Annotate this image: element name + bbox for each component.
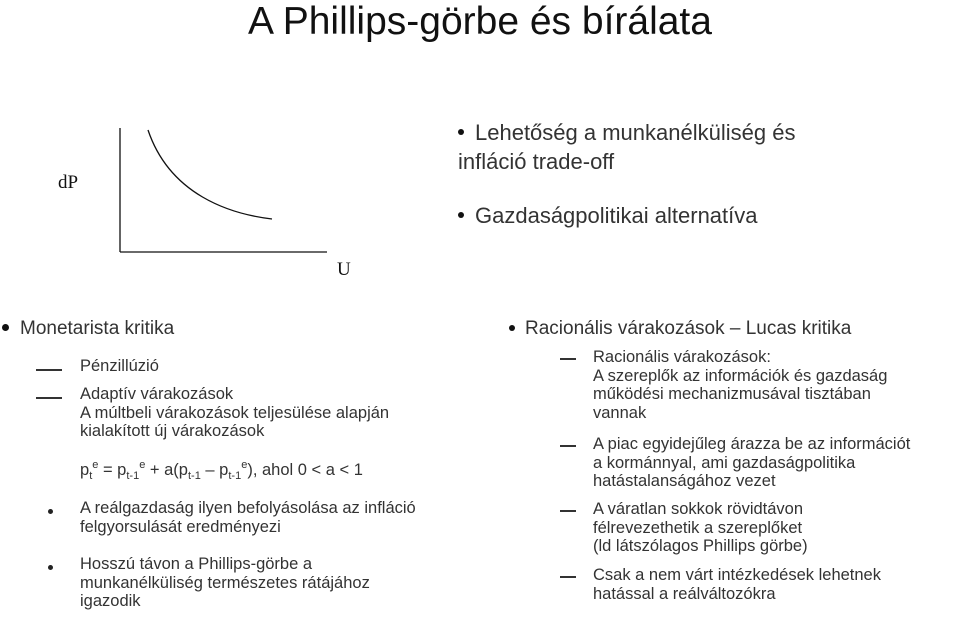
left-dash-line: kialakított új várakozások — [80, 422, 265, 440]
dash-marker — [36, 397, 62, 399]
left-dash-line: A múltbeli várakozások teljesülése alapján — [80, 403, 390, 422]
dash-marker — [560, 358, 576, 360]
bullet-dot — [48, 509, 53, 514]
right-dash-line: Csak a nem várt intézkedések lehetnek — [593, 566, 881, 584]
left-bullet-line: igazodik — [80, 592, 141, 610]
right-dash-line: vannak — [593, 403, 647, 422]
left-bullet-line: munkanélküliség természetes rátájához — [80, 573, 370, 592]
left-bullet-item — [80, 499, 416, 536]
left-heading-text: Monetarista kritika — [20, 318, 175, 339]
left-heading — [0, 318, 174, 340]
left-dash-line: Adaptív várakozások — [80, 385, 234, 403]
left-bullet-item — [80, 555, 370, 611]
left-dash-item: Pénzillúzió — [80, 357, 159, 375]
right-dash-line: A váratlan sokkok rövidtávon — [593, 500, 804, 518]
left-dash-item — [80, 385, 389, 441]
right-dash-line: hatástalanságához vezet — [593, 472, 776, 490]
left-bullet-line: A reálgazdaság ilyen befolyásolása az infláció — [80, 499, 416, 517]
dash-marker — [560, 510, 576, 512]
right-dash-line: félrevezethetik a szereplőket — [593, 518, 803, 537]
right-heading-text: Racionális várakozások – Lucas kritika — [525, 318, 852, 339]
right-dash-line: működési mechanizmusával tisztában — [593, 385, 871, 403]
right-dash-item — [593, 500, 808, 556]
bullet-dot — [458, 129, 464, 135]
page-title: A Phillips-görbe és bírálata — [248, 0, 712, 43]
bullet-dot — [509, 325, 515, 331]
dash-marker — [36, 369, 62, 371]
right-heading — [509, 318, 851, 340]
left-bullet-line: Hosszú távon a Phillips-görbe a — [80, 555, 313, 573]
y-axis-label: dP — [58, 172, 79, 193]
right-dash-line: A szereplők az információk és gazdaság — [593, 366, 888, 385]
right-dash-line: A piac egyidejűleg árazza be az információt — [593, 435, 911, 453]
adaptive-expectations-formula: $p_t^e = p_{t-1}^e + a(p_{t-1} - p_{t-1}^e)$, ahol 0 < a < 1 — [80, 459, 363, 482]
top-bullet-trade-off — [458, 118, 795, 176]
top-bullet-line: infláció trade-off — [458, 149, 615, 174]
top-bullet-line: Lehetőség a munkanélküliség és — [475, 120, 796, 145]
right-dash-line: a kormánnyal, ami gazdaságpolitika — [593, 453, 856, 472]
dash-marker — [560, 576, 576, 578]
bullet-dot — [458, 212, 464, 218]
bullet-dot — [48, 565, 53, 570]
right-dash-line: Racionális várakozások: — [593, 348, 771, 366]
right-dash-item — [593, 566, 881, 603]
x-axis-label: U — [337, 259, 351, 280]
phillips-curve — [148, 130, 272, 219]
top-bullet-line: Gazdaságpolitikai alternatíva — [475, 203, 758, 228]
top-bullet-alternative — [458, 201, 758, 230]
right-dash-item — [593, 348, 887, 422]
right-dash-item — [593, 435, 910, 491]
bullet-dot — [2, 324, 9, 331]
dash-marker — [560, 445, 576, 447]
right-dash-line: hatással a reálváltozókra — [593, 584, 776, 603]
right-dash-line: (ld látszólagos Phillips görbe) — [593, 537, 808, 555]
left-bullet-line: felgyorsulását eredményezi — [80, 517, 281, 536]
